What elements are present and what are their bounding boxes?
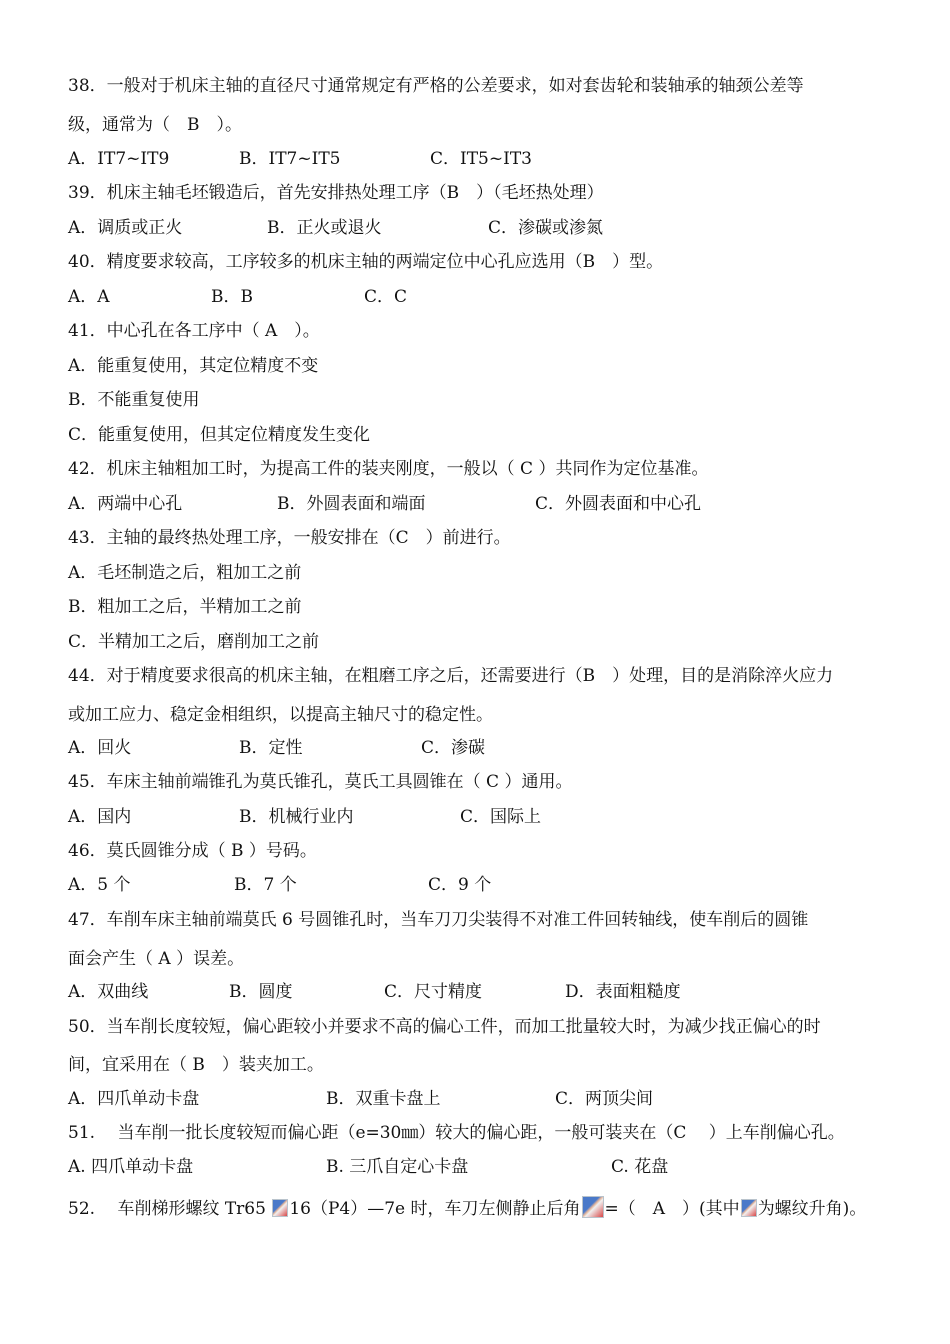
formula-image-icon <box>741 1199 757 1217</box>
text-line: 44．对于精度要求很高的机床主轴，在粗磨工序之后，还需要进行（B ）处理，目的是消除淬火应力 <box>68 666 834 686</box>
answer-options <box>68 981 888 1003</box>
formula-image-icon <box>272 1199 288 1217</box>
text-segment: 52. 车削梯形螺纹 Tr65 <box>68 1199 272 1219</box>
text-segment: =（ A ）(其中 <box>604 1199 740 1219</box>
answer-option: B．外圆表面和端面 <box>277 494 426 514</box>
text-line: 45．车床主轴前端锥孔为莫氏锥孔，莫氏工具圆锥在（ C ）通用。 <box>68 772 573 792</box>
formula-image-icon <box>582 1196 604 1218</box>
answer-option: A．国内 <box>68 807 132 827</box>
text-line: 39．机床主轴毛坯锻造后，首先安排热处理工序（B ）（毛坯热处理） <box>68 183 604 203</box>
answer-option: D．表面粗糙度 <box>565 982 681 1002</box>
text-line: 46．莫氏圆锥分成（ B ）号码。 <box>68 841 317 861</box>
text-segment: 为螺纹升角)。 <box>757 1199 867 1219</box>
text-line: A．毛坯制造之后，粗加工之前 <box>68 563 302 583</box>
answer-option: C. 花盘 <box>611 1157 669 1177</box>
text-line: 43．主轴的最终热处理工序，一般安排在（C ）前进行。 <box>68 528 511 548</box>
answer-options <box>68 874 888 896</box>
answer-option: B. 三爪自定心卡盘 <box>326 1157 469 1177</box>
text-line: 或加工应力、稳定金相组织，以提高主轴尺寸的稳定性。 <box>68 705 493 725</box>
answer-option: A．A <box>68 287 110 307</box>
answer-option: A．5 个 <box>68 875 131 895</box>
answer-option: C．C <box>364 287 408 307</box>
text-line: C．半精加工之后，磨削加工之前 <box>68 632 320 652</box>
answer-option: C．IT5~IT3 <box>430 149 532 169</box>
answer-option: A．调质或正火 <box>68 218 183 238</box>
text-line: 40．精度要求较高，工序较多的机床主轴的两端定位中心孔应选用（B ）型。 <box>68 252 664 272</box>
answer-option: B．定性 <box>239 738 303 758</box>
answer-option: C．9 个 <box>428 875 492 895</box>
answer-option: A．两端中心孔 <box>68 494 183 514</box>
answer-options <box>68 148 888 170</box>
answer-option: A．双曲线 <box>68 982 149 1002</box>
answer-options <box>68 217 888 239</box>
answer-options <box>68 737 888 759</box>
text-line: 50．当车削长度较短，偏心距较小并要求不高的偏心工件，而加工批量较大时，为减少找正偏心的时 <box>68 1017 821 1037</box>
answer-option: C．渗碳或渗氮 <box>488 218 604 238</box>
text-line: 级，通常为（ B ）。 <box>68 115 242 135</box>
text-line: 间，宜采用在（ B ）装夹加工。 <box>68 1055 324 1075</box>
text-line: A．能重复使用，其定位精度不变 <box>68 356 319 376</box>
answer-option: C．国际上 <box>460 807 542 827</box>
text-line: 面会产生（ A ）误差。 <box>68 949 245 969</box>
text-line: 38．一般对于机床主轴的直径尺寸通常规定有严格的公差要求，如对套齿轮和装轴承的轴颈公差等 <box>68 76 804 96</box>
text-line: B．粗加工之后，半精加工之前 <box>68 597 302 617</box>
answer-option: B．IT7~IT5 <box>239 149 341 169</box>
answer-option: B．机械行业内 <box>239 807 354 827</box>
answer-option: A．IT7~IT9 <box>68 149 170 169</box>
answer-options <box>68 286 888 308</box>
text-line: 41．中心孔在各工序中（ A ）。 <box>68 321 320 341</box>
answer-options <box>68 493 888 515</box>
answer-option: A．回火 <box>68 738 132 758</box>
answer-option: C．尺寸精度 <box>384 982 483 1002</box>
answer-option: B．圆度 <box>229 982 293 1002</box>
text-line-with-symbols <box>68 1196 866 1220</box>
answer-option: C．渗碳 <box>421 738 486 758</box>
answer-option: B．双重卡盘上 <box>326 1089 441 1109</box>
answer-option: A．四爪单动卡盘 <box>68 1089 200 1109</box>
answer-option: B．B <box>211 287 253 307</box>
answer-options <box>68 806 888 828</box>
answer-options <box>68 1088 888 1110</box>
answer-option: B．7 个 <box>234 875 297 895</box>
answer-option: B．正火或退火 <box>267 218 382 238</box>
text-segment: 16（P4）—7e 时，车刀左侧静止后角 <box>289 1199 581 1219</box>
answer-option: C．外圆表面和中心孔 <box>535 494 702 514</box>
answer-option: A. 四爪单动卡盘 <box>68 1157 194 1177</box>
text-line: 51. 当车削一批长度较短而偏心距（e=30㎜）较大的偏心距，一般可装夹在（C ）上车削偏心孔。 <box>68 1123 845 1143</box>
text-line: 42．机床主轴粗加工时，为提高工件的装夹刚度，一般以（ C ）共同作为定位基准。 <box>68 459 709 479</box>
answer-options <box>68 1156 888 1178</box>
text-line: B．不能重复使用 <box>68 390 200 410</box>
text-line: 47．车削车床主轴前端莫氏 6 号圆锥孔时，当车刀刀尖装得不对准工件回转轴线，使车削后的圆锥 <box>68 910 809 930</box>
answer-option: C．两顶尖间 <box>555 1089 654 1109</box>
text-line: C．能重复使用，但其定位精度发生变化 <box>68 425 371 445</box>
